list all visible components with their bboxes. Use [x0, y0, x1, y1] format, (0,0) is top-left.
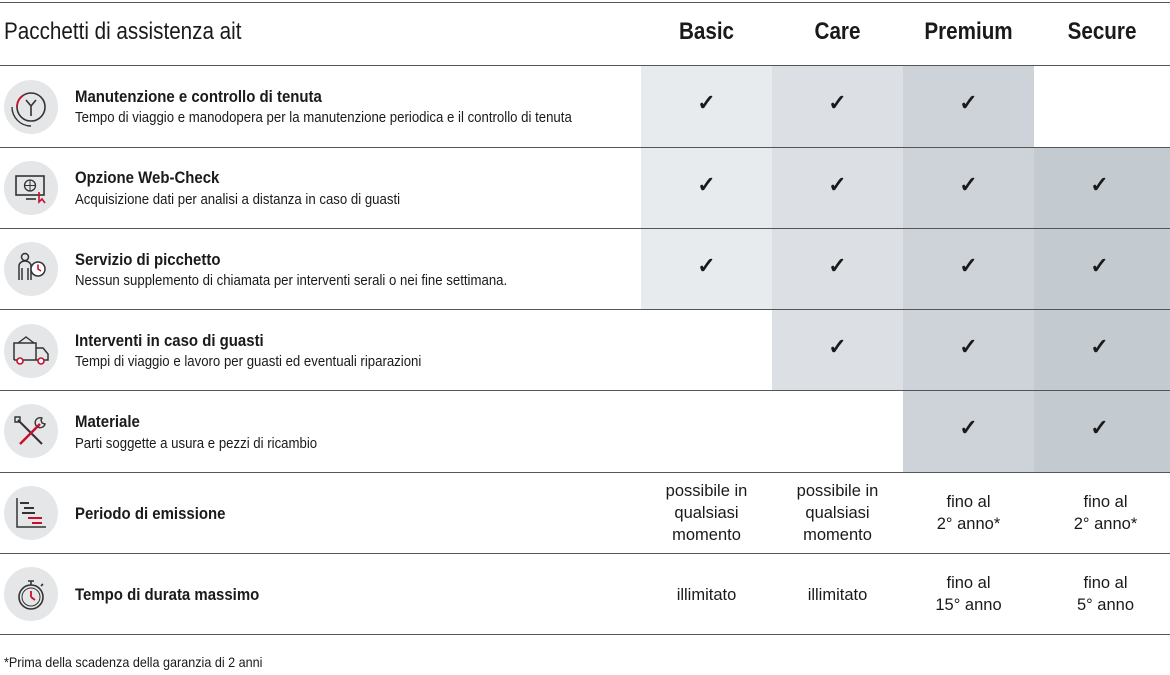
premium-check-icon: ✓: [959, 334, 978, 359]
feature-description: Parti soggette a usura e pezzi di ricambio: [75, 435, 318, 452]
table-row: [0, 473, 1170, 554]
secure-check-icon: ✓: [1090, 253, 1109, 278]
table-row: [0, 229, 1170, 310]
feature-title: Manutenzione e controllo di tenuta: [75, 87, 322, 106]
column-header-secure: Secure: [1067, 18, 1137, 45]
on-call-icon: [4, 242, 58, 296]
feature-description: Acquisizione dati per analisi a distanza in caso di guasti: [75, 191, 401, 208]
premium-value: fino al 2° anno*: [936, 493, 1001, 533]
premium-check-icon: ✓: [959, 415, 978, 440]
basic-value: illimitato: [676, 586, 737, 604]
column-header-basic: Basic: [678, 18, 735, 45]
footnote: *Prima della scadenza della garanzia di 2 anni: [4, 654, 263, 670]
column-header-premium: Premium: [924, 18, 1013, 45]
care-check-icon: ✓: [828, 90, 847, 115]
basic-check-icon: ✓: [697, 253, 716, 278]
feature-title: Opzione Web-Check: [75, 168, 220, 187]
premium-check-icon: ✓: [959, 90, 978, 115]
care-check-icon: ✓: [828, 253, 847, 278]
secure-value: fino al 5° anno: [1076, 574, 1135, 614]
care-value: illimitato: [807, 586, 868, 604]
feature-title: Servizio di picchetto: [75, 250, 221, 269]
table-row: [0, 310, 1170, 391]
secure-check-icon: ✓: [1090, 334, 1109, 359]
feature-description: Tempi di viaggio e lavoro per guasti ed eventuali riparazioni: [75, 353, 422, 370]
column-header-care: Care: [814, 18, 861, 45]
stopwatch-icon: [4, 567, 58, 621]
table-row: [0, 148, 1170, 229]
basic-check-icon: ✓: [697, 172, 716, 197]
care-check-icon: ✓: [828, 172, 847, 197]
table-row: [0, 391, 1170, 472]
care-value: possibile in qualsiasi momento: [796, 482, 879, 544]
maintenance-icon: [4, 80, 58, 134]
premium-check-icon: ✓: [959, 172, 978, 197]
web-check-icon: [4, 161, 58, 215]
secure-check-icon: ✓: [1090, 415, 1109, 440]
basic-check-icon: ✓: [697, 90, 716, 115]
feature-title: Periodo di emissione: [75, 504, 226, 523]
feature-description: Tempo di viaggio e manodopera per la manutenzione periodica e il controllo di tenuta: [75, 109, 572, 126]
bottom-rule: [0, 634, 1170, 635]
basic-value: possibile in qualsiasi momento: [665, 482, 748, 544]
tools-icon: [4, 404, 58, 458]
table-row: [0, 66, 1170, 147]
care-check-icon: ✓: [828, 334, 847, 359]
feature-title: Interventi in caso di guasti: [75, 331, 264, 350]
premium-value: fino al 15° anno: [935, 574, 1002, 614]
premium-check-icon: ✓: [959, 253, 978, 278]
secure-value: fino al 2° anno*: [1073, 493, 1138, 533]
top-rule: [0, 2, 1170, 3]
service-van-icon: [4, 324, 58, 378]
table-row: [0, 554, 1170, 635]
table-title: Pacchetti di assistenza ait: [4, 18, 242, 45]
feature-title: Materiale: [75, 412, 140, 431]
feature-description: Nessun supplemento di chiamata per interventi serali o nei fine settimana.: [75, 272, 508, 289]
gantt-icon: [4, 486, 58, 540]
secure-check-icon: ✓: [1090, 172, 1109, 197]
feature-title: Tempo di durata massimo: [75, 585, 260, 604]
